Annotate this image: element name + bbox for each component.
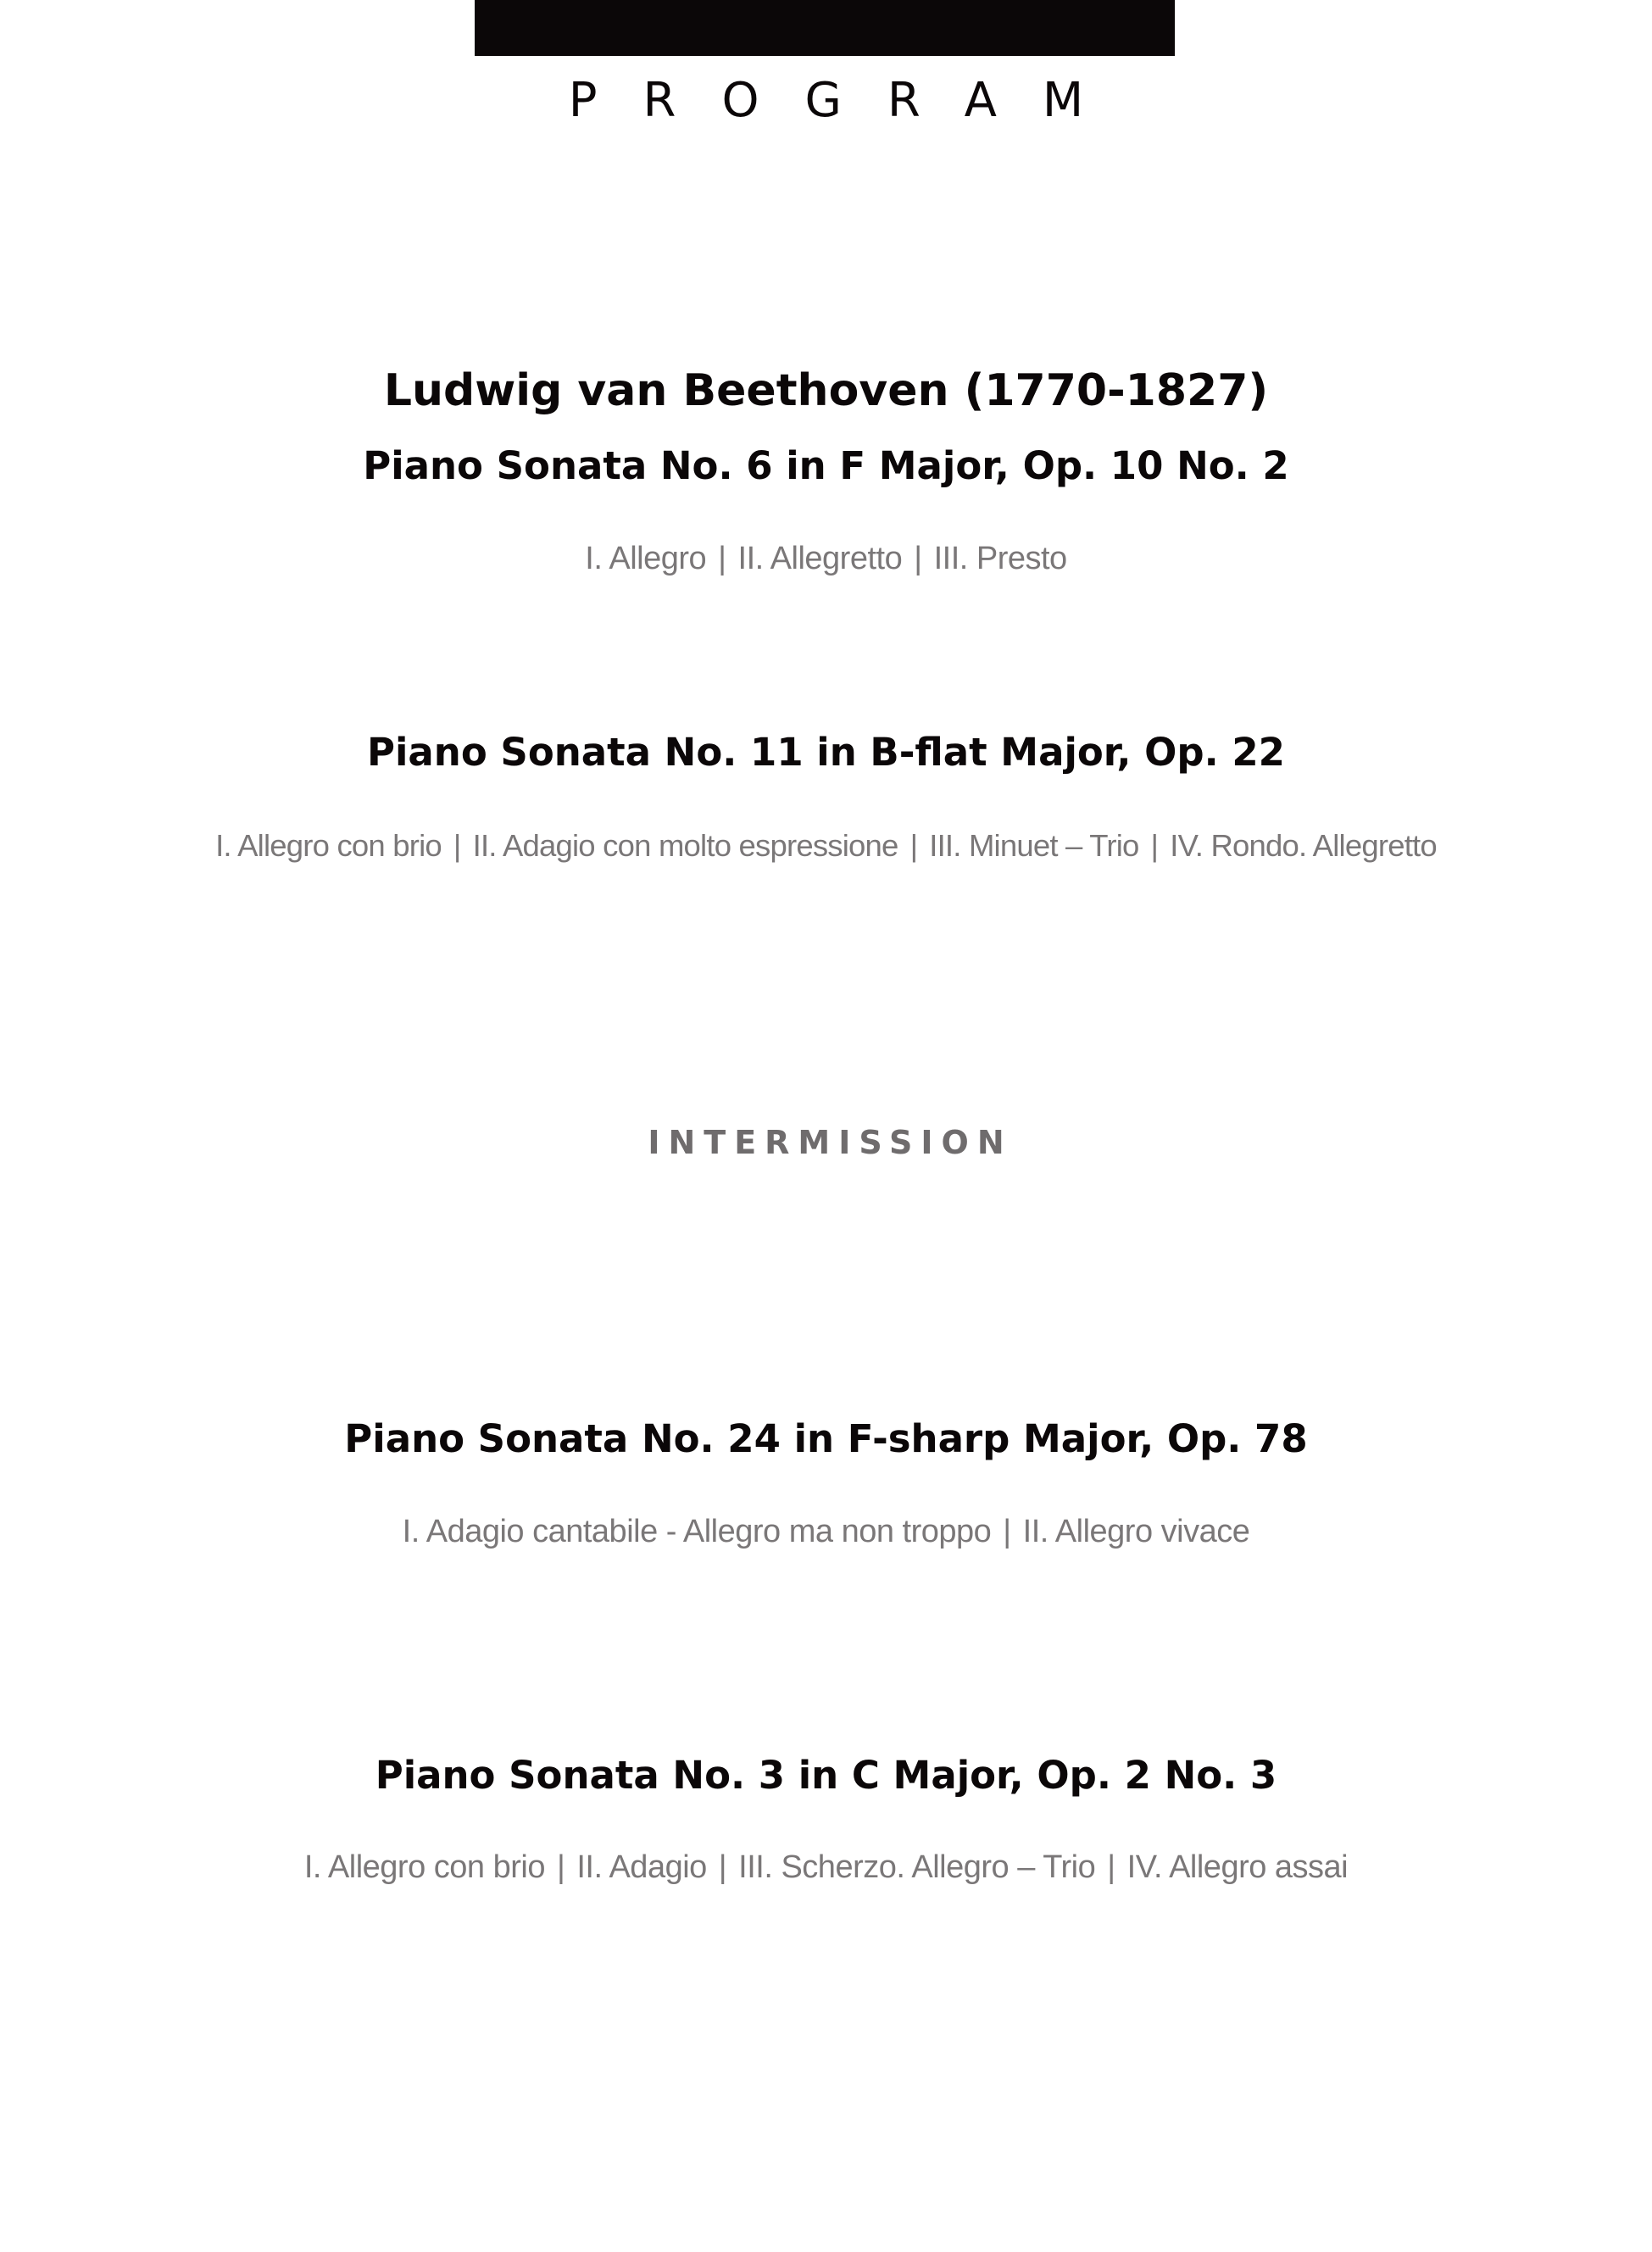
work-title-1: Piano Sonata No. 6 in F Major, Op. 10 No. 2 (363, 443, 1289, 488)
movement-item: I. Allegro (585, 541, 707, 576)
movement-item: I. Adagio cantabile - Allegro ma non troppo (402, 1514, 992, 1549)
separator: | (453, 828, 461, 863)
composer-name: Ludwig van Beethoven (1770-1827) (383, 365, 1269, 416)
work-title-3: Piano Sonata No. 24 in F-sharp Major, Op. 78 (344, 1416, 1308, 1461)
separator: | (1150, 828, 1159, 863)
movement-item: III. Presto (933, 541, 1067, 576)
movement-item: II. Allegro vivace (1022, 1514, 1250, 1549)
program-heading: PROGRAM (568, 73, 1130, 128)
movement-item: IV. Rondo. Allegretto (1170, 828, 1437, 863)
movement-item: I. Allegro con brio (303, 1849, 545, 1885)
work-title-4: Piano Sonata No. 3 in C Major, Op. 2 No. 3 (375, 1753, 1277, 1798)
movement-item: I. Allegro con brio (215, 828, 442, 863)
movement-list-1 (0, 537, 1652, 580)
movement-item: II. Allegretto (737, 541, 903, 576)
intermission-label: INTERMISSION (648, 1124, 1013, 1161)
movement-list-2 (0, 825, 1652, 867)
header-bar (475, 0, 1175, 56)
separator: | (909, 828, 918, 863)
separator: | (1003, 1514, 1011, 1549)
work-title-2: Piano Sonata No. 11 in B-flat Major, Op. 22 (367, 730, 1285, 775)
movement-item: II. Adagio (576, 1849, 707, 1885)
movement-list-3 (0, 1510, 1652, 1553)
separator: | (1107, 1849, 1115, 1885)
separator: | (718, 541, 726, 576)
separator: | (914, 541, 922, 576)
movement-item: IV. Allegro assai (1126, 1849, 1349, 1885)
movement-item: III. Minuet – Trio (929, 828, 1139, 863)
separator: | (718, 1849, 727, 1885)
movement-item: II. Adagio con molto espressione (472, 828, 898, 863)
movement-list-4 (0, 1846, 1652, 1888)
movement-item: III. Scherzo. Allegro – Trio (738, 1849, 1096, 1885)
separator: | (556, 1849, 565, 1885)
